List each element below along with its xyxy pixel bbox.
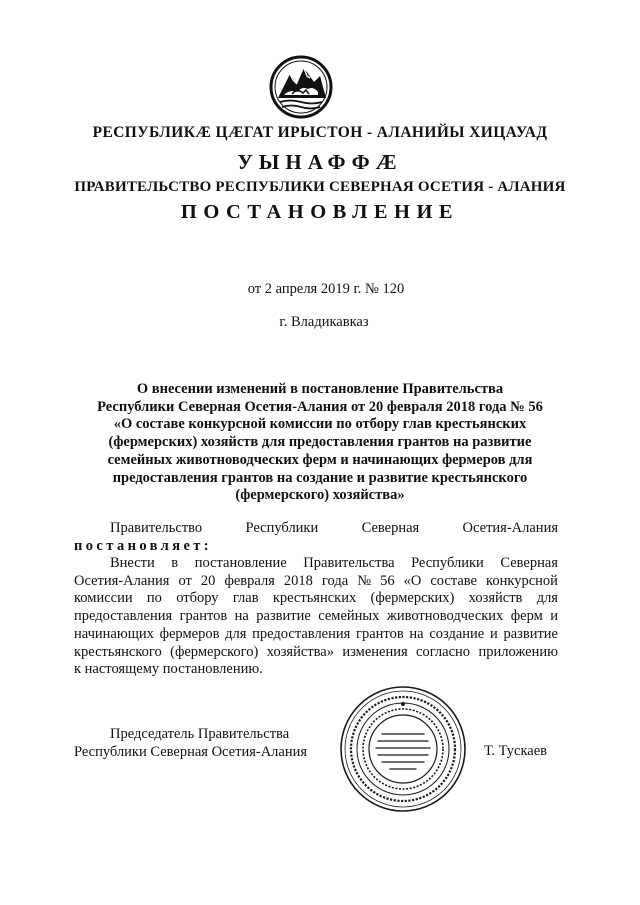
paragraph-line: [74, 626, 558, 644]
subject-line: (фермерского) хозяйства»: [235, 487, 405, 504]
word: на: [409, 625, 424, 642]
resolution-title-ossetian: УЫНАФФӔ: [237, 150, 403, 174]
document-date-number: от 2 апреля 2019 г. № 120: [247, 281, 405, 297]
subject-line: (фермерских) хозяйств для предоставления грантов на развитие: [108, 434, 532, 451]
justified-lines: [74, 573, 558, 662]
coat-of-arms-emblem: [268, 54, 334, 120]
word: 2018: [283, 572, 313, 589]
word: ферм: [510, 608, 543, 625]
word: года: [321, 572, 349, 589]
word: изменения: [342, 643, 408, 660]
word: по: [146, 590, 162, 607]
republic-name-ossetian: РЕСПУБЛИКӔ ЦӔГАТ ИРЫСТОН - АЛАНИЙЫ ХИЦАУАД: [92, 124, 548, 141]
paragraph-line: [74, 608, 558, 626]
word: составе: [430, 572, 477, 589]
subject-line: семейных животноводческих ферм и начинающих фермеров для: [107, 451, 533, 468]
word: предоставления: [252, 625, 351, 642]
word: на: [234, 608, 249, 625]
word: для: [536, 590, 558, 607]
signer-name: Т. Тускаев: [484, 743, 548, 759]
official-stamp-seal: [338, 684, 468, 814]
subject-line: «О составе конкурсной комиссии по отбору глав крестьянских: [113, 416, 527, 433]
word: (фермерских): [370, 590, 455, 607]
word: приложению: [478, 643, 558, 660]
word: №: [357, 572, 372, 589]
word: предоставления: [74, 608, 173, 625]
word: крестьянских: [272, 590, 357, 607]
paragraph-line: [74, 573, 558, 591]
word: развитие: [256, 608, 311, 625]
word: 56: [380, 572, 395, 589]
word: животноводческих: [386, 608, 504, 625]
word: семейных: [318, 608, 380, 625]
signature-title-line: Председатель Правительства: [110, 726, 290, 742]
word: 20: [200, 572, 216, 589]
word: развитие: [503, 625, 558, 642]
document-city: г. Владикавказ: [279, 314, 369, 330]
word: Республики: [411, 555, 484, 571]
word: для: [225, 625, 247, 642]
word: фермеров: [159, 625, 220, 642]
signature-title-line: Республики Северная Осетия-Алания: [74, 744, 308, 760]
paragraph-line: [74, 590, 558, 608]
word: начинающих: [74, 625, 154, 642]
intro-word: Правительство: [110, 520, 203, 536]
word: Внести: [110, 555, 155, 571]
resolution-title: ПОСТАНОВЛЕНИЕ: [180, 201, 460, 223]
word: создание: [429, 625, 485, 642]
word: (фермерского): [170, 643, 259, 660]
word: «О: [403, 572, 422, 589]
word: и: [489, 625, 498, 642]
word: постановление: [194, 555, 287, 571]
word: конкурсной: [486, 572, 558, 589]
resolves-verb: постановляет:: [74, 537, 213, 554]
subject-line: О внесении изменений в постановление Правительства: [136, 381, 504, 397]
word: глав: [232, 590, 259, 607]
intro-paragraph: [74, 520, 558, 555]
intro-word: Осетия-Алания: [462, 520, 558, 536]
intro-line: [74, 520, 558, 538]
word: в: [171, 555, 179, 571]
word: крестьянского: [74, 643, 162, 660]
paragraph-last-line: к настоящему постановлению.: [74, 661, 263, 678]
word: комиссии: [74, 590, 133, 607]
government-name: ПРАВИТЕЛЬСТВО РЕСПУБЛИКИ СЕВЕРНАЯ ОСЕТИЯ - АЛАНИЯ: [74, 179, 566, 195]
word: грантов: [179, 608, 228, 625]
word: от: [178, 572, 192, 589]
subject-line: Республики Северная Осетия-Алания от 20 февраля 2018 года № 56: [97, 398, 543, 415]
word: отбору: [176, 590, 219, 607]
word: Правительства: [303, 555, 395, 571]
paragraph-line: [74, 644, 558, 662]
intro-word: Северная: [361, 520, 420, 536]
word: и: [550, 608, 558, 625]
paragraph-line: [74, 555, 558, 573]
subject-line: предоставления грантов на создание и развитие крестьянского: [112, 469, 528, 486]
main-paragraph: [74, 555, 558, 679]
word: хозяйств: [468, 590, 523, 607]
word: согласно: [416, 643, 471, 660]
word: Северная: [500, 555, 558, 571]
word: хозяйства»: [266, 643, 334, 660]
document-subject: [70, 381, 570, 505]
word: Осетия-Алания: [74, 572, 170, 589]
intro-word: Республики: [245, 520, 319, 536]
signature-title: [74, 725, 307, 761]
word: февраля: [224, 572, 275, 589]
word: грантов: [356, 625, 404, 642]
